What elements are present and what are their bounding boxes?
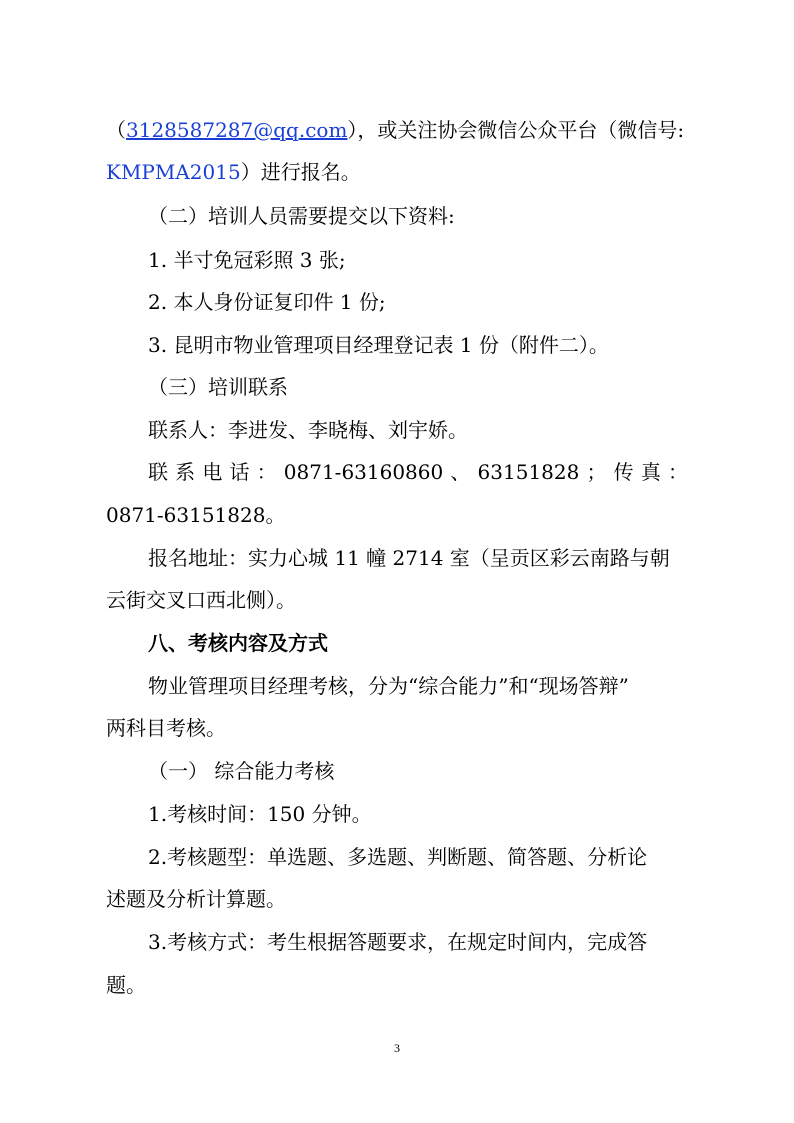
exam-time: 1.考核时间：150 分钟。 bbox=[148, 802, 372, 826]
phone-part: 系 bbox=[175, 460, 196, 484]
phone-part: 电 bbox=[202, 460, 223, 484]
wechat-text: ），或关注协会微信公众平台（微信号: bbox=[347, 118, 685, 142]
phone-part: ： bbox=[667, 460, 688, 484]
phone-part: 真 bbox=[640, 460, 661, 484]
contact-continuation-line bbox=[106, 116, 688, 144]
contact-phone-line bbox=[148, 458, 688, 486]
phone-part: 联 bbox=[148, 460, 168, 484]
address-line-2: 云街交叉口西北侧）。 bbox=[106, 588, 296, 612]
exam-types-line-2: 述题及分析计算题。 bbox=[106, 887, 286, 911]
materials-heading: （二）培训人员需要提交以下资料: bbox=[148, 204, 455, 228]
signup-text: ）进行报名。 bbox=[240, 160, 361, 184]
fax-number: 0871-63151828。 bbox=[106, 503, 286, 527]
wechat-id-line bbox=[106, 158, 688, 186]
open-paren: （ bbox=[106, 118, 126, 142]
email-link[interactable]: 3128587287@qq.com bbox=[126, 118, 348, 142]
exam-types-line-1: 2.考核题型：单选题、多选题、判断题、简答题、分析论 bbox=[148, 845, 648, 869]
phone-number-1: 0871-63160860 bbox=[283, 460, 444, 484]
address-line-1: 报名地址：实力心城 11 幢 2714 室（呈贡区彩云南路与朝 bbox=[148, 546, 670, 570]
phone-part: 话 bbox=[229, 460, 250, 484]
phone-part: 传 bbox=[613, 460, 634, 484]
contact-heading: （三）培训联系 bbox=[148, 375, 288, 399]
materials-item-2: 2. 本人身份证复印件 1 份; bbox=[148, 290, 386, 314]
section-8-title: 八、考核内容及方式 bbox=[148, 631, 328, 655]
materials-item-1: 1. 半寸免冠彩照 3 张; bbox=[148, 248, 346, 272]
phone-part: 、 bbox=[450, 460, 471, 484]
section-8-intro-line-2: 两科目考核。 bbox=[106, 716, 226, 740]
section-8-sub-heading: （一） 综合能力考核 bbox=[148, 759, 335, 783]
materials-item-3: 3. 昆明市物业管理项目经理登记表 1 份（附件二）。 bbox=[148, 333, 609, 357]
phone-number-2: 63151828 bbox=[477, 460, 580, 484]
contact-persons: 联系人：李进发、李晓梅、刘宇娇。 bbox=[148, 418, 468, 442]
phone-part: ； bbox=[586, 460, 607, 484]
page-number: 3 bbox=[394, 1041, 400, 1055]
exam-method-line-2: 题。 bbox=[106, 973, 146, 997]
section-8-intro-line-1: 物业管理项目经理考核，分为“综合能力”和“现场答辩” bbox=[148, 674, 629, 698]
exam-method-line-1: 3.考核方式：考生根据答题要求，在规定时间内，完成答 bbox=[148, 930, 648, 954]
phone-part: ： bbox=[256, 460, 277, 484]
wechat-id: KMPMA2015 bbox=[106, 160, 241, 184]
